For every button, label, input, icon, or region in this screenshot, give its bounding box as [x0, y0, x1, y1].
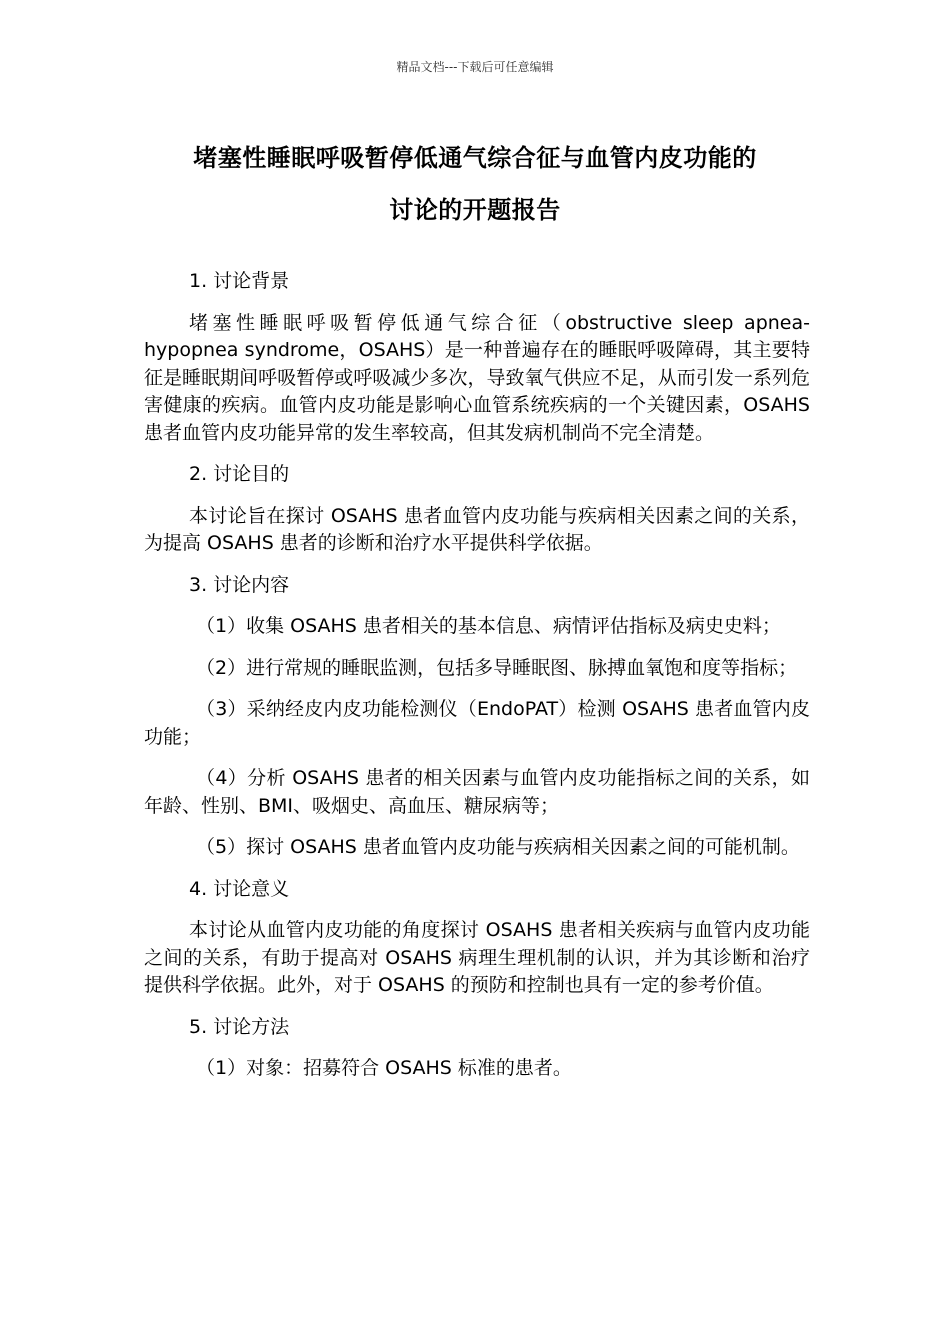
list-item: （1）收集 OSAHS 患者相关的基本信息、病情评估指标及病史史料； — [196, 615, 781, 637]
title-line-1: 堵塞性睡眠呼吸暂停低通气综合征与血管内皮功能的 — [193, 144, 757, 172]
document-body — [144, 268, 810, 1097]
list-item: （3）采纳经皮内皮功能检测仪（EndoPAT）检测 OSAHS 患者血管内皮功能； — [144, 698, 810, 748]
title-line-2: 讨论的开题报告 — [389, 196, 561, 224]
section-heading-method: 5. 讨论方法 — [189, 1015, 290, 1038]
list-item: （4）分析 OSAHS 患者的相关因素与血管内皮功能指标之间的关系，如年龄、性别、BMI、吸烟史、高血压、糖尿病等； — [144, 767, 810, 817]
list-item: （5）探讨 OSAHS 患者血管内皮功能与疾病相关因素之间的可能机制。 — [196, 836, 800, 858]
paragraph-significance: 本讨论从血管内皮功能的角度探讨 OSAHS 患者相关疾病与血管内皮功能之间的关系，有助于提高对 OSAHS 病理生理机制的认识，并为其诊断和治疗提供科学依据。此外，对于 OSAHS 的预防和控制也具有一定的参考价值。 — [144, 919, 810, 996]
section-heading-purpose: 2. 讨论目的 — [189, 463, 290, 485]
list-item: （1）对象：招募符合 OSAHS 标准的患者。 — [196, 1057, 572, 1079]
section-heading-significance: 4. 讨论意义 — [189, 877, 290, 900]
paragraph-purpose: 本讨论旨在探讨 OSAHS 患者血管内皮功能与疾病相关因素之间的关系，为提高 OSAHS 患者的诊断和治疗水平提供科学依据。 — [144, 504, 810, 554]
section-heading-background: 1. 讨论背景 — [189, 270, 290, 292]
page-header: 精品文档---下载后可任意编辑 — [396, 60, 554, 74]
section-heading-content: 3. 讨论内容 — [189, 573, 290, 596]
paragraph-background: 堵塞性睡眠呼吸暂停低通气综合征（obstructive sleep apnea-hypopnea syndrome，OSAHS）是一种普遍存在的睡眠呼吸障碍，其主要特征是睡眠期间呼吸暂停或呼吸减少多次，导致氧气供应不足，从而引发一系列危害健康的疾病。血管内皮功能是影响心血管系统疾病的一个关键因素，OSAHS 患者血管内皮功能异常的发生率较高，但其发病机制尚不完全清楚。 — [144, 311, 810, 444]
document-title — [130, 132, 820, 236]
list-item: （2）进行常规的睡眠监测，包括多导睡眠图、脉搏血氧饱和度等指标； — [196, 656, 798, 679]
